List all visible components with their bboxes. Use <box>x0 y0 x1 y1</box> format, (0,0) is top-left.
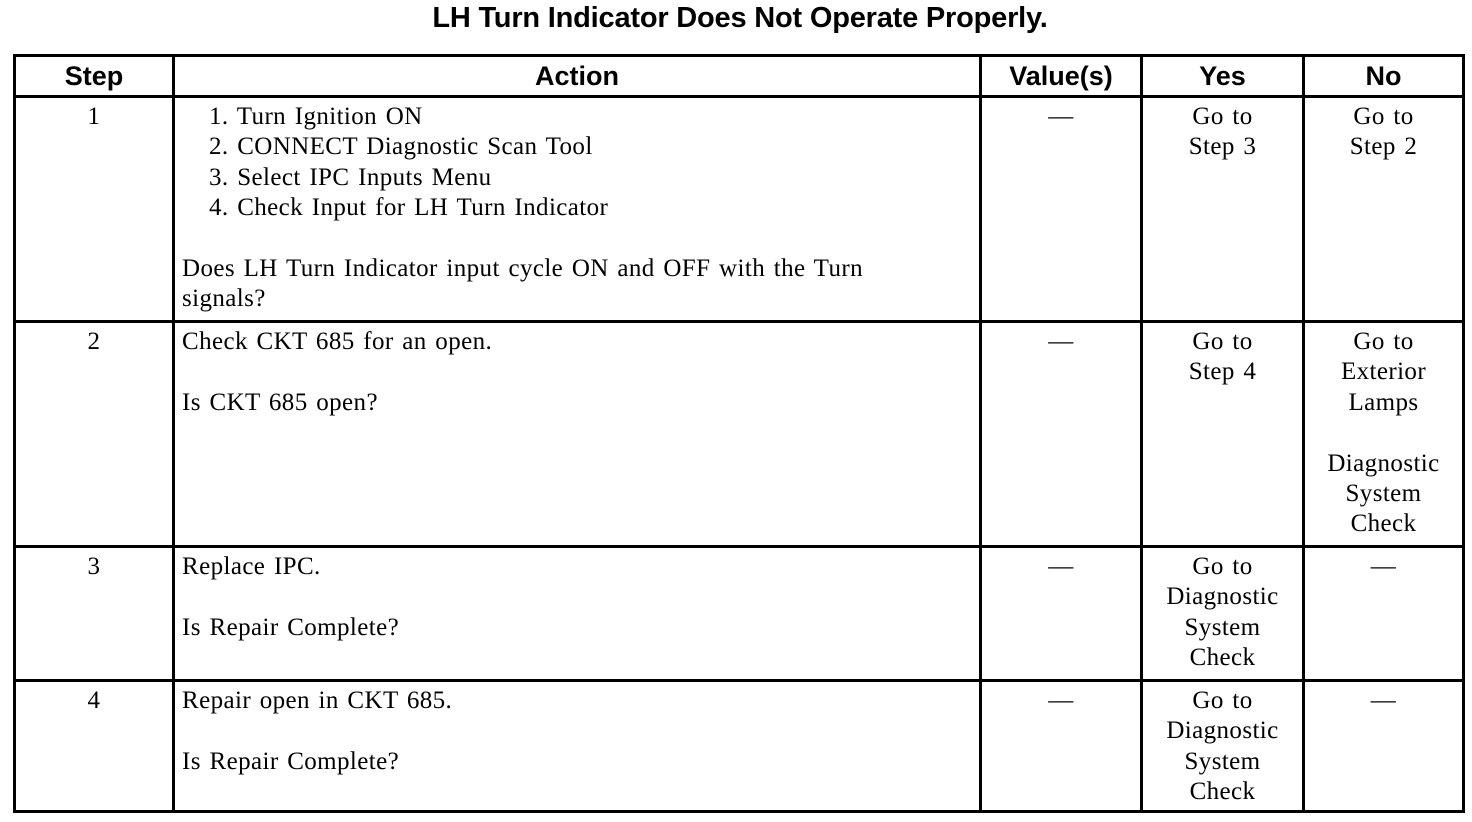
instruction-text: Repair open in CKT 685. <box>182 687 453 714</box>
header-action: Action <box>174 56 981 97</box>
table-row <box>15 322 1464 547</box>
no-text: System <box>1345 480 1422 508</box>
header-no: No <box>1304 56 1464 97</box>
no-text: Check <box>1350 510 1417 538</box>
no-cell <box>1304 681 1464 812</box>
question-text: Is Repair Complete? <box>182 747 400 775</box>
action-cell <box>174 681 981 812</box>
no-text: Step 2 <box>1349 133 1418 161</box>
instruction-text: Check CKT 685 for an open. <box>182 328 493 355</box>
page-title: LH Turn Indicator Does Not Operate Properly. <box>432 2 1048 34</box>
no-text: — <box>1370 687 1397 714</box>
step-cell: 2 <box>15 322 174 547</box>
step-cell: 4 <box>15 681 174 812</box>
value-cell: — <box>981 97 1142 322</box>
diagnostic-table <box>13 54 1465 813</box>
header-yes: Yes <box>1142 56 1304 97</box>
spacer <box>1312 418 1455 448</box>
header-step: Step <box>15 56 174 97</box>
spacer <box>182 582 972 612</box>
yes-text: Step 4 <box>1188 358 1257 386</box>
yes-text: Diagnostic <box>1166 717 1279 745</box>
yes-cell <box>1142 547 1304 681</box>
no-text: — <box>1370 553 1397 580</box>
yes-cell <box>1142 681 1304 812</box>
question-text: Does LH Turn Indicator input cycle ON and OFF with the Turn <box>182 255 863 283</box>
value-cell: — <box>981 681 1142 812</box>
no-cell <box>1304 97 1464 322</box>
step-cell: 1 <box>15 97 174 322</box>
action-cell <box>174 547 981 681</box>
no-cell <box>1304 322 1464 547</box>
yes-text: Diagnostic <box>1166 583 1279 611</box>
spacer <box>182 357 972 387</box>
table-row <box>15 681 1464 812</box>
yes-cell <box>1142 97 1304 322</box>
list-item: 3. Select IPC Inputs Menu <box>209 163 492 191</box>
yes-text: Step 3 <box>1188 133 1257 161</box>
spacer <box>182 224 972 254</box>
table-row <box>15 97 1464 322</box>
question-text: signals? <box>182 285 266 313</box>
action-cell <box>174 322 981 547</box>
question-text: Is Repair Complete? <box>182 613 400 641</box>
yes-cell <box>1142 322 1304 547</box>
yes-text: System <box>1184 613 1261 641</box>
header-values: Value(s) <box>981 56 1142 97</box>
no-text: Go to <box>1353 103 1414 130</box>
instruction-text: Replace IPC. <box>182 553 321 580</box>
list-item: 2. CONNECT Diagnostic Scan Tool <box>209 133 593 161</box>
table-row <box>15 547 1464 681</box>
question-text: Is CKT 685 open? <box>182 388 378 416</box>
yes-text: Go to <box>1192 328 1253 355</box>
value-cell: — <box>981 547 1142 681</box>
list-item: 1. Turn Ignition ON <box>209 103 423 130</box>
list-item: 4. Check Input for LH Turn Indicator <box>209 194 609 222</box>
no-cell <box>1304 547 1464 681</box>
no-text: Lamps <box>1348 388 1419 416</box>
no-text: Go to <box>1353 328 1414 355</box>
no-text: Diagnostic <box>1327 449 1440 477</box>
header-row <box>15 56 1464 97</box>
yes-text: Go to <box>1192 103 1253 130</box>
yes-text: System <box>1184 747 1261 775</box>
action-cell <box>174 97 981 322</box>
yes-text: Check <box>1189 778 1256 806</box>
yes-text: Go to <box>1192 553 1253 580</box>
step-cell: 3 <box>15 547 174 681</box>
value-cell: — <box>981 322 1142 547</box>
yes-text: Go to <box>1192 687 1253 714</box>
yes-text: Check <box>1189 644 1256 672</box>
spacer <box>182 716 972 746</box>
no-text: Exterior <box>1340 358 1427 386</box>
action-list <box>182 102 972 224</box>
